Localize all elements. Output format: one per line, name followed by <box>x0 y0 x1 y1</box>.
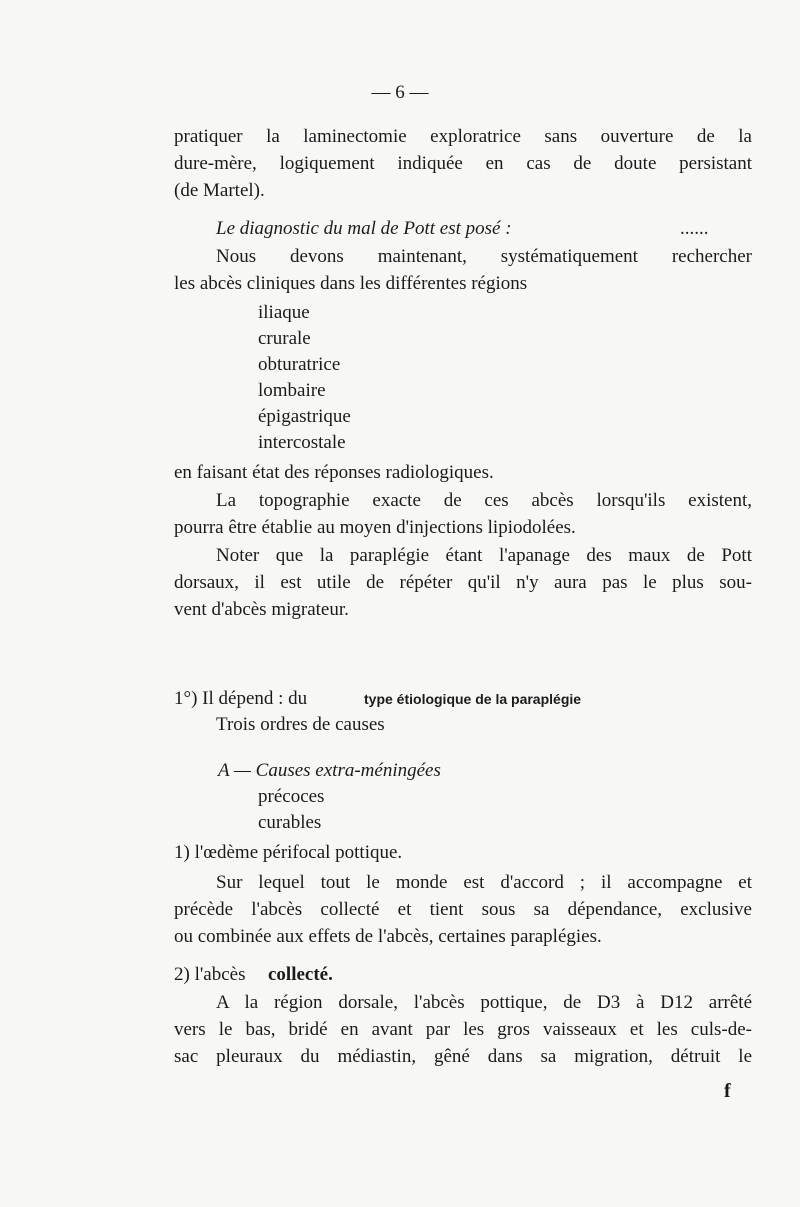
footer-mark: f <box>724 1080 731 1102</box>
text-line-19: Sur lequel tout le monde est d'accord ; il accompagne et <box>216 872 752 893</box>
text-line-5: Nous devons maintenant, systématiquement rechercher <box>216 246 752 267</box>
region-item-5: épigastrique <box>258 406 351 427</box>
causes-line: Trois ordres de causes <box>216 714 385 735</box>
region-item-6: intercostale <box>258 432 346 453</box>
region-item-2: crurale <box>258 328 311 349</box>
text-line-6: les abcès cliniques dans les différentes régions <box>174 273 528 294</box>
text-line-20: précède l'abcès collecté et tient sous sa dépendance, exclusive <box>174 899 752 920</box>
cause-trait-2: curables <box>258 812 322 833</box>
text-line-9: pourra être établie au moyen d'injections lipiodolées. <box>174 517 576 538</box>
page-number: — 6 — <box>371 82 429 103</box>
text-line-21: ou combinée aux effets de l'abcès, certaines paraplégies. <box>174 926 602 947</box>
point-1-emphasis: type étiologique de la paraplégie <box>364 691 582 707</box>
text-line-8: La topographie exacte de ces abcès lorsqu'ils existent, <box>216 490 752 511</box>
text-line-25: sac pleuraux du médiastin, gêné dans sa migration, détruit le <box>174 1046 752 1067</box>
text-line-2: dure-mère, logiquement indiquée en cas de doute persistant <box>174 153 752 174</box>
text-line-1: pratiquer la laminectomie exploratrice sans ouverture de la <box>174 126 752 147</box>
text-line-10: Noter que la paraplégie étant l'apanage des maux de Pott <box>216 545 752 566</box>
region-item-3: obturatrice <box>258 354 341 375</box>
text-line-24: vers le bas, bridé en avant par les gros vaisseaux et les culs-de- <box>174 1019 752 1040</box>
cause-trait-1: précoces <box>258 786 325 807</box>
cause-category-a: A — Causes extra-méningées <box>218 760 441 781</box>
text-line-23: A la région dorsale, l'abcès pottique, de D3 à D12 arrêté <box>216 992 752 1013</box>
text-line-12: vent d'abcès migrateur. <box>174 599 349 620</box>
region-item-1: iliaque <box>258 302 310 323</box>
subheading-2-emphasis: collecté. <box>268 964 333 985</box>
italic-statement: Le diagnostic du mal de Pott est posé : <box>216 218 512 239</box>
dotted-leader: ...... <box>680 218 709 239</box>
subheading-2-label: 2) l'abcès <box>174 964 246 985</box>
region-item-4: lombaire <box>258 380 326 401</box>
text-line-7: en faisant état des réponses radiologiques. <box>174 462 494 483</box>
point-1-intro: 1°) Il dépend : du <box>174 688 308 709</box>
text-line-11: dorsaux, il est utile de répéter qu'il n'y aura pas le plus sou- <box>174 572 752 593</box>
text-line-3: (de Martel). <box>174 180 265 201</box>
subheading-1: 1) l'œdème périfocal pottique. <box>174 842 403 863</box>
